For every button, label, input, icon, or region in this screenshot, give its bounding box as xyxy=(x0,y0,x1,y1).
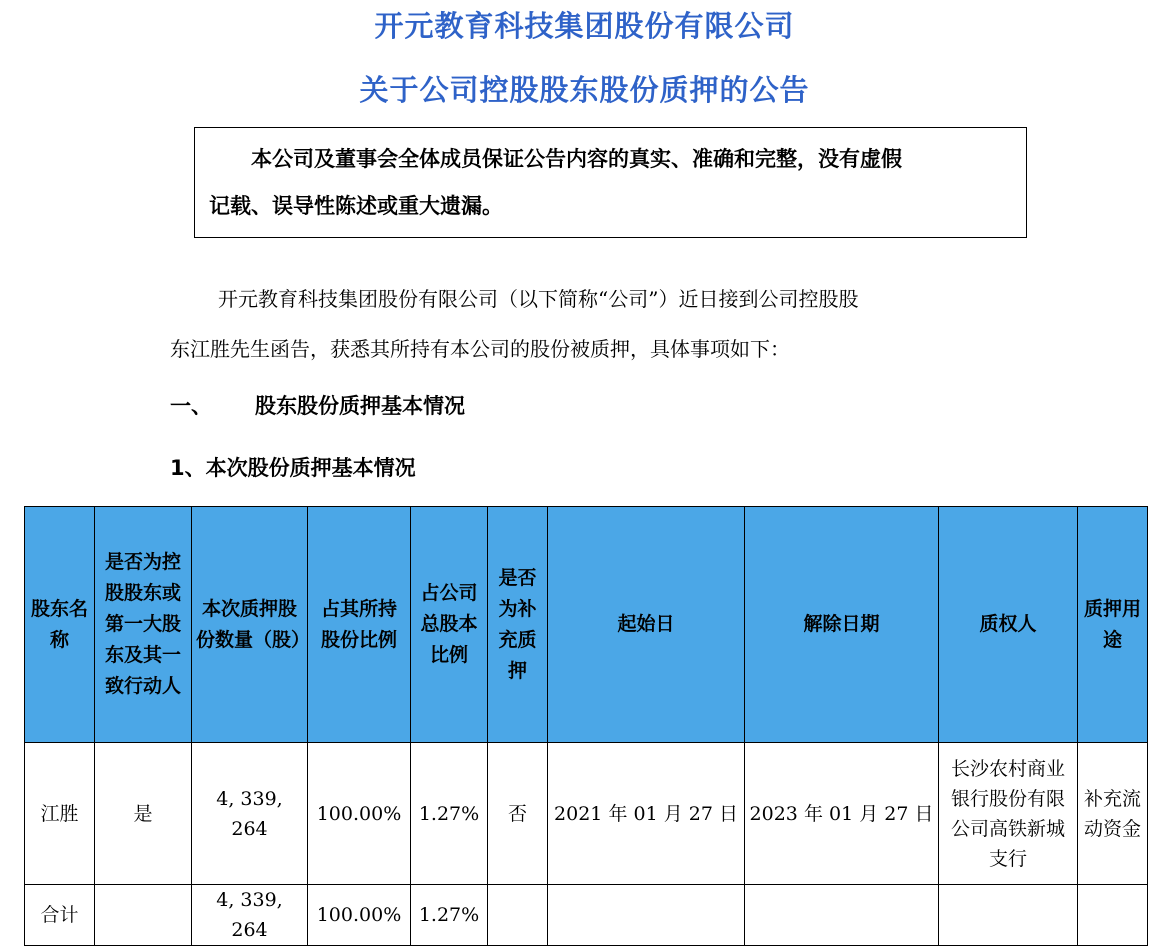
cell-pledged-shares: 4, 339, 264 xyxy=(192,743,308,885)
cell-pct-holding: 100.00% xyxy=(308,743,411,885)
header-pct-total: 占公司总股本比例 xyxy=(411,507,488,743)
cell-pledgee: 长沙农村商业银行股份有限公司高铁新城支行 xyxy=(939,743,1078,885)
disclaimer-line-1: 本公司及董事会全体成员保证公告内容的真实、准确和完整，没有虚假 xyxy=(251,147,902,171)
intro-line-1: 开元教育科技集团股份有限公司（以下简称“公司”）近日接到公司控股股 xyxy=(218,287,859,311)
cell-name: 江胜 xyxy=(25,743,95,885)
cell-total-pct-holding: 100.00% xyxy=(308,885,411,946)
disclaimer-line-2: 记载、误导性陈述或重大遗漏。 xyxy=(209,194,503,218)
cell-total-pct-total: 1.27% xyxy=(411,885,488,946)
header-release-date: 解除日期 xyxy=(745,507,939,743)
table-row xyxy=(25,743,1148,885)
announcement-title: 关于公司控股股东股份质押的公告 xyxy=(359,73,810,107)
header-pledgee: 质权人 xyxy=(939,507,1078,743)
cell-total-shares: 4, 339, 264 xyxy=(192,885,308,946)
cell-empty xyxy=(95,885,192,946)
header-start-date: 起始日 xyxy=(548,507,745,743)
header-pct-holding: 占其所持股份比例 xyxy=(308,507,411,743)
header-shareholder-name: 股东名称 xyxy=(25,507,95,743)
cell-empty xyxy=(1078,885,1148,946)
intro-line-2: 东江胜先生函告，获悉其所持有本公司的股份被质押，具体事项如下： xyxy=(170,337,790,361)
cell-empty xyxy=(939,885,1078,946)
header-controlling: 是否为控股股东或第一大股东及其一致行动人 xyxy=(95,507,192,743)
table-header-row xyxy=(25,507,1148,743)
section-heading xyxy=(170,390,465,420)
cell-total-label: 合计 xyxy=(25,885,95,946)
section-title: 股东股份质押基本情况 xyxy=(255,394,465,418)
cell-empty xyxy=(548,885,745,946)
section-number: 一、 xyxy=(170,394,212,418)
intro-paragraph xyxy=(170,274,1030,374)
header-pledged-shares: 本次质押股份数量（股） xyxy=(192,507,308,743)
cell-empty xyxy=(745,885,939,946)
cell-pct-total: 1.27% xyxy=(411,743,488,885)
cell-start-date: 2021 年 01 月 27 日 xyxy=(548,743,745,885)
subsection-heading: 1、本次股份质押基本情况 xyxy=(170,456,416,480)
header-purpose: 质押用途 xyxy=(1078,507,1148,743)
cell-supplementary: 否 xyxy=(488,743,548,885)
disclaimer-box xyxy=(194,127,1027,238)
cell-release-date: 2023 年 01 月 27 日 xyxy=(745,743,939,885)
cell-purpose: 补充流动资金 xyxy=(1078,743,1148,885)
table-total-row xyxy=(25,885,1148,946)
company-name: 开元教育科技集团股份有限公司 xyxy=(374,9,795,43)
cell-controlling: 是 xyxy=(95,743,192,885)
header-supplementary: 是否为补充质押 xyxy=(488,507,548,743)
pledge-table xyxy=(24,506,1148,946)
cell-empty xyxy=(488,885,548,946)
